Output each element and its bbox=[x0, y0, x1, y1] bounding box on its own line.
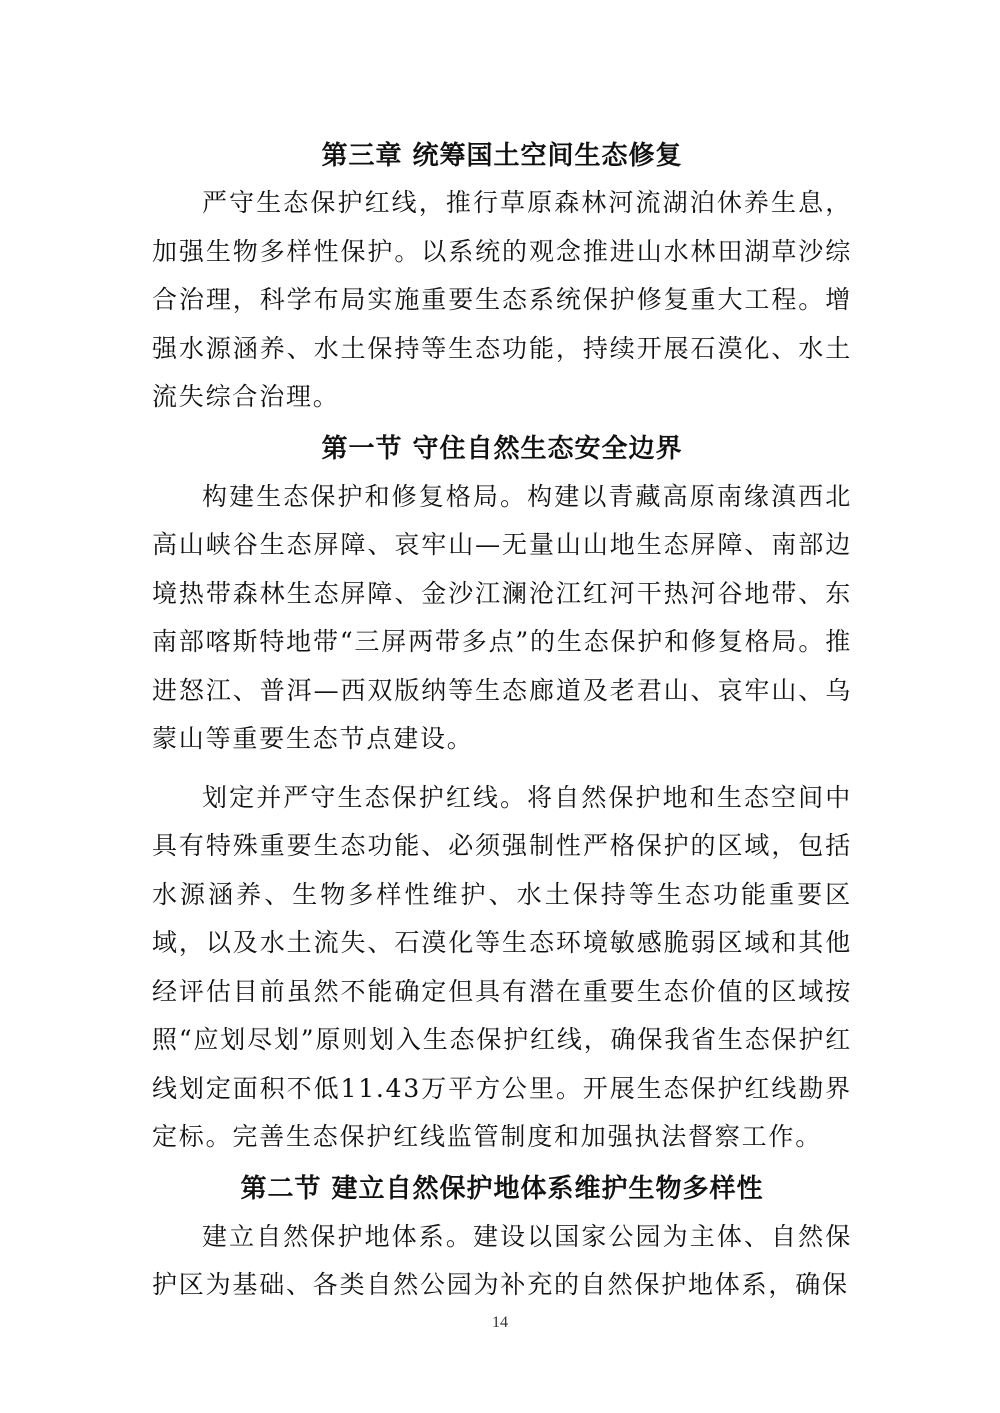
section2-paragraph-1: 建立自然保护地体系。建设以国家公园为主体、自然保护区为基础、各类自然公园为补充的自然保护地体系，确保 bbox=[152, 1221, 852, 1299]
section-title-2: 第二节 建立自然保护地体系维护生物多样性 bbox=[240, 1173, 764, 1204]
section1-paragraph-1: 构建生态保护和修复格局。构建以青藏高原南缘滇西北高山峡谷生态屏障、哀牢山—无量山山地生态屏障、南部边境热带森林生态屏障、金沙江澜沧江红河干热河谷地带、东南部喀斯特地带“三屏两带多点”的生态保护和修复格局。推进怒江、普洱—西双版纳等生态廊道及老君山、哀牢山、乌蒙山等重要生态节点建设。 bbox=[152, 481, 852, 753]
page-body bbox=[152, 133, 852, 1310]
chapter-intro-paragraph: 严守生态保护红线，推行草原森林河流湖泊休养生息，加强生物多样性保护。以系统的观念推进山水林田湖草沙综合治理，科学布局实施重要生态系统保护修复重大工程。增强水源涵养、水土保持等生态功能，持续开展石漠化、水土流失综合治理。 bbox=[152, 188, 852, 411]
page-number: 14 bbox=[492, 1314, 508, 1331]
section-title-1: 第一节 守住自然生态安全边界 bbox=[321, 433, 683, 464]
section1-paragraph-2: 划定并严守生态保护红线。将自然保护地和生态空间中具有特殊重要生态功能、必须强制性严格保护的区域，包括水源涵养、生物多样性维护、水土保持等生态功能重要区域，以及水土流失、石漠化等生态环境敏感脆弱区域和其他经评估目前虽然不能确定但具有潜在重要生态价值的区域按照“应划尽划”原则划入生态保护红线，确保我省生态保护红线划定面积不低11.43万平方公里。开展生态保护红线勘界定标。完善生态保护红线监管制度和加强执法督察工作。 bbox=[152, 782, 852, 1151]
chapter-title: 第三章 统筹国土空间生态修复 bbox=[321, 141, 683, 171]
